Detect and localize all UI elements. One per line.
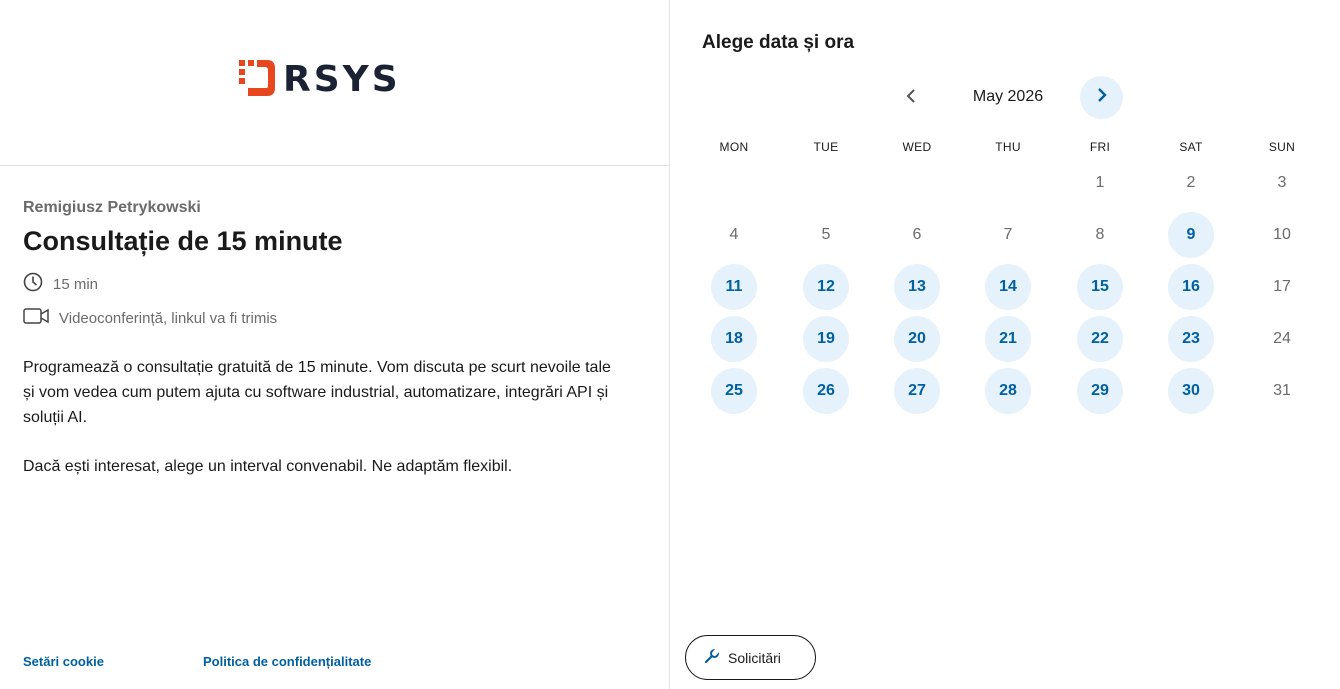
calendar-day-27[interactable]: 27 — [894, 368, 940, 414]
host-name: Remigiusz Petrykowski — [23, 199, 201, 216]
calendar-day-15[interactable]: 15 — [1077, 264, 1123, 310]
calendar-day-4: 4 — [729, 226, 739, 243]
calendar-day-23[interactable]: 23 — [1168, 316, 1214, 362]
description-paragraph-1: Programează o consultație gratuită de 15 minute. Vom discuta pe scurt nevoile tale și vom vedea cum putem ajuta cu software industrial, automatizare, integrări API și soluții AI. — [23, 359, 611, 426]
calendar-day-22[interactable]: 22 — [1077, 316, 1123, 362]
calendar-day-26[interactable]: 26 — [803, 368, 849, 414]
weekday-mon: MON — [719, 140, 749, 154]
calendar-day-9[interactable]: 9 — [1168, 212, 1214, 258]
calendar-day-13[interactable]: 13 — [894, 264, 940, 310]
calendar-day-28[interactable]: 28 — [985, 368, 1031, 414]
requests-button-label: Solicitări — [728, 649, 781, 666]
location-text: Videoconferință, linkul va fi trimis — [59, 309, 278, 327]
description-paragraph-2: Dacă ești interesat, alege un interval convenabil. Ne adaptăm flexibil. — [23, 458, 513, 475]
calendar-day-18[interactable]: 18 — [711, 316, 757, 362]
date-picker-panel — [671, 0, 1340, 689]
calendar-day-30[interactable]: 30 — [1168, 368, 1214, 414]
calendar-day-31: 31 — [1273, 382, 1291, 399]
date-picker-heading: Alege data și ora — [702, 32, 855, 53]
calendar-day-1: 1 — [1095, 174, 1105, 191]
event-title: Consultație de 15 minute — [23, 226, 343, 256]
calendar-day-29[interactable]: 29 — [1077, 368, 1123, 414]
calendar-day-3: 3 — [1277, 174, 1287, 191]
calendar-day-5: 5 — [821, 226, 831, 243]
wrench-icon — [704, 648, 720, 667]
requests-button[interactable] — [685, 635, 816, 680]
event-description — [23, 355, 623, 503]
video-camera-icon — [23, 307, 49, 329]
previous-month-button[interactable] — [893, 80, 929, 116]
weekday-sun: SUN — [1268, 140, 1296, 154]
privacy-policy-link[interactable]: Politica de confidențialitate — [203, 654, 372, 669]
logo-area — [0, 0, 670, 166]
calendar-day-17: 17 — [1273, 278, 1291, 295]
calendar-day-7: 7 — [1003, 226, 1013, 243]
month-label: May 2026 — [972, 88, 1044, 105]
calendar-day-2: 2 — [1186, 174, 1196, 191]
clock-icon — [23, 272, 43, 296]
chevron-right-icon — [1096, 86, 1108, 109]
calendar-day-12[interactable]: 12 — [803, 264, 849, 310]
chevron-left-icon — [905, 87, 917, 110]
duration-text: 15 min — [53, 275, 99, 293]
calendar-day-20[interactable]: 20 — [894, 316, 940, 362]
weekday-wed: WED — [902, 140, 932, 154]
calendar-day-8: 8 — [1095, 226, 1105, 243]
calendar-day-6: 6 — [912, 226, 922, 243]
cookie-settings-link[interactable]: Setări cookie — [23, 654, 104, 669]
calendar-day-16[interactable]: 16 — [1168, 264, 1214, 310]
weekday-fri: FRI — [1089, 140, 1111, 154]
calendar-day-21[interactable]: 21 — [985, 316, 1031, 362]
calendar-day-14[interactable]: 14 — [985, 264, 1031, 310]
weekday-tue: TUE — [813, 140, 839, 154]
calendar-day-25[interactable]: 25 — [711, 368, 757, 414]
svg-text:RSYS: RSYS — [283, 59, 401, 98]
calendar-day-19[interactable]: 19 — [803, 316, 849, 362]
calendar-day-24: 24 — [1273, 330, 1291, 347]
location-row — [23, 307, 277, 329]
duration-row — [23, 272, 98, 296]
next-month-button[interactable] — [1080, 76, 1123, 119]
weekday-sat: SAT — [1179, 140, 1203, 154]
calendar-day-10: 10 — [1273, 226, 1291, 243]
weekday-thu: THU — [995, 140, 1021, 154]
rsys-logo — [239, 58, 425, 98]
calendar-day-11[interactable]: 11 — [711, 264, 757, 310]
